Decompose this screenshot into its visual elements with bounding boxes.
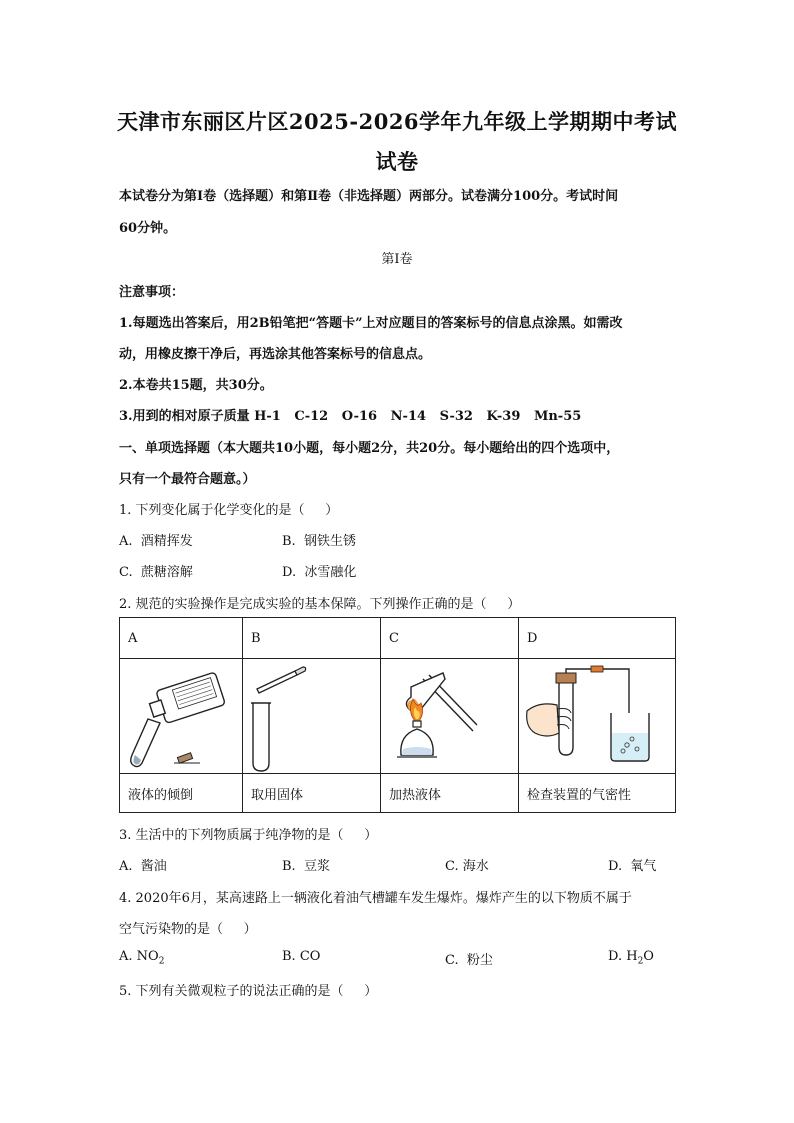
take-solid-illustration: [243, 659, 381, 774]
q4-option-c: C. 粉尘: [445, 953, 493, 968]
q3-option-c: C. 海水: [445, 859, 489, 874]
part1-line1: 一、单项选择题（本大题共10小题，每小题2分，共20分。每小题给出的四个选项中，: [119, 441, 620, 456]
q2-letter-c: C: [381, 618, 519, 659]
notes-heading: 注意事项：: [119, 285, 185, 300]
q1-option-b: B. 钢铁生锈: [282, 534, 356, 549]
exam-title-line2: 试卷: [375, 149, 419, 174]
q2-letter-b: B: [243, 618, 381, 659]
q2-caption-b: 取用固体: [243, 774, 381, 813]
q1-stem: 1. 下列变化属于化学变化的是（ ）: [119, 503, 339, 518]
q4-option-d: D. $H_2O$: [608, 949, 654, 967]
q2-options-table: [119, 617, 676, 813]
q2-caption-a: 液体的倾倒: [120, 774, 243, 813]
heat-liquid-illustration: [381, 659, 519, 774]
q4-stem-line1: 4. 2020年6月，某高速路上一辆液化着油气槽罐车发生爆炸。爆炸产生的以下物质不属于: [119, 891, 632, 906]
airtightness-check-illustration: [519, 659, 676, 774]
q3-option-d: D. 氧气: [608, 859, 657, 874]
q3-option-a: A. 酱油: [119, 859, 167, 874]
pour-liquid-illustration: [120, 659, 243, 774]
q1-option-a: A. 酒精挥发: [119, 534, 193, 549]
part1-line2: 只有一个最符合题意。）: [119, 472, 256, 487]
q2-caption-c: 加热液体: [381, 774, 519, 813]
q1-option-d: D. 冰雪融化: [282, 565, 357, 580]
q4-option-a: A. $NO_2$: [119, 949, 165, 967]
exam-title-line1: 天津市东丽区片区2025-2026学年九年级上学期期中考试: [116, 109, 678, 134]
q2-stem: 2. 规范的实验操作是完成实验的基本保障。下列操作正确的是（ ）: [119, 597, 521, 612]
note-1-line2: 动，用橡皮擦干净后，再选涂其他答案标号的信息点。: [119, 347, 432, 362]
note-2: 2.本卷共15题，共30分。: [119, 378, 273, 393]
intro-line2: 60分钟。: [119, 221, 177, 236]
q5-stem: 5. 下列有关微观粒子的说法正确的是（ ）: [119, 984, 378, 999]
q2-caption-d: 检查装置的气密性: [519, 774, 676, 813]
intro-line1: 本试卷分为第Ⅰ卷（选择题）和第Ⅱ卷（非选择题）两部分。试卷满分100分。考试时间: [119, 189, 619, 204]
q2-letter-a: A: [120, 618, 243, 659]
note-1-line1: 1.每题选出答案后，用2B铅笔把“答题卡”上对应题目的答案标号的信息点涂黑。如需改: [119, 316, 623, 331]
q4-option-b: B. CO: [282, 949, 321, 964]
q1-option-c: C. 蔗糖溶解: [119, 565, 193, 580]
q4-stem-line2: 空气污染物的是（ ）: [119, 922, 257, 937]
note-3: 3.用到的相对原子质量 H-1 C-12 O-16 N-14 S-32 K-39 Mn-55: [119, 409, 582, 424]
q2-letter-d: D: [519, 618, 676, 659]
section-heading: 第Ⅰ卷: [381, 252, 413, 267]
q3-stem: 3. 生活中的下列物质属于纯净物的是（ ）: [119, 828, 378, 843]
q3-option-b: B. 豆浆: [282, 859, 330, 874]
